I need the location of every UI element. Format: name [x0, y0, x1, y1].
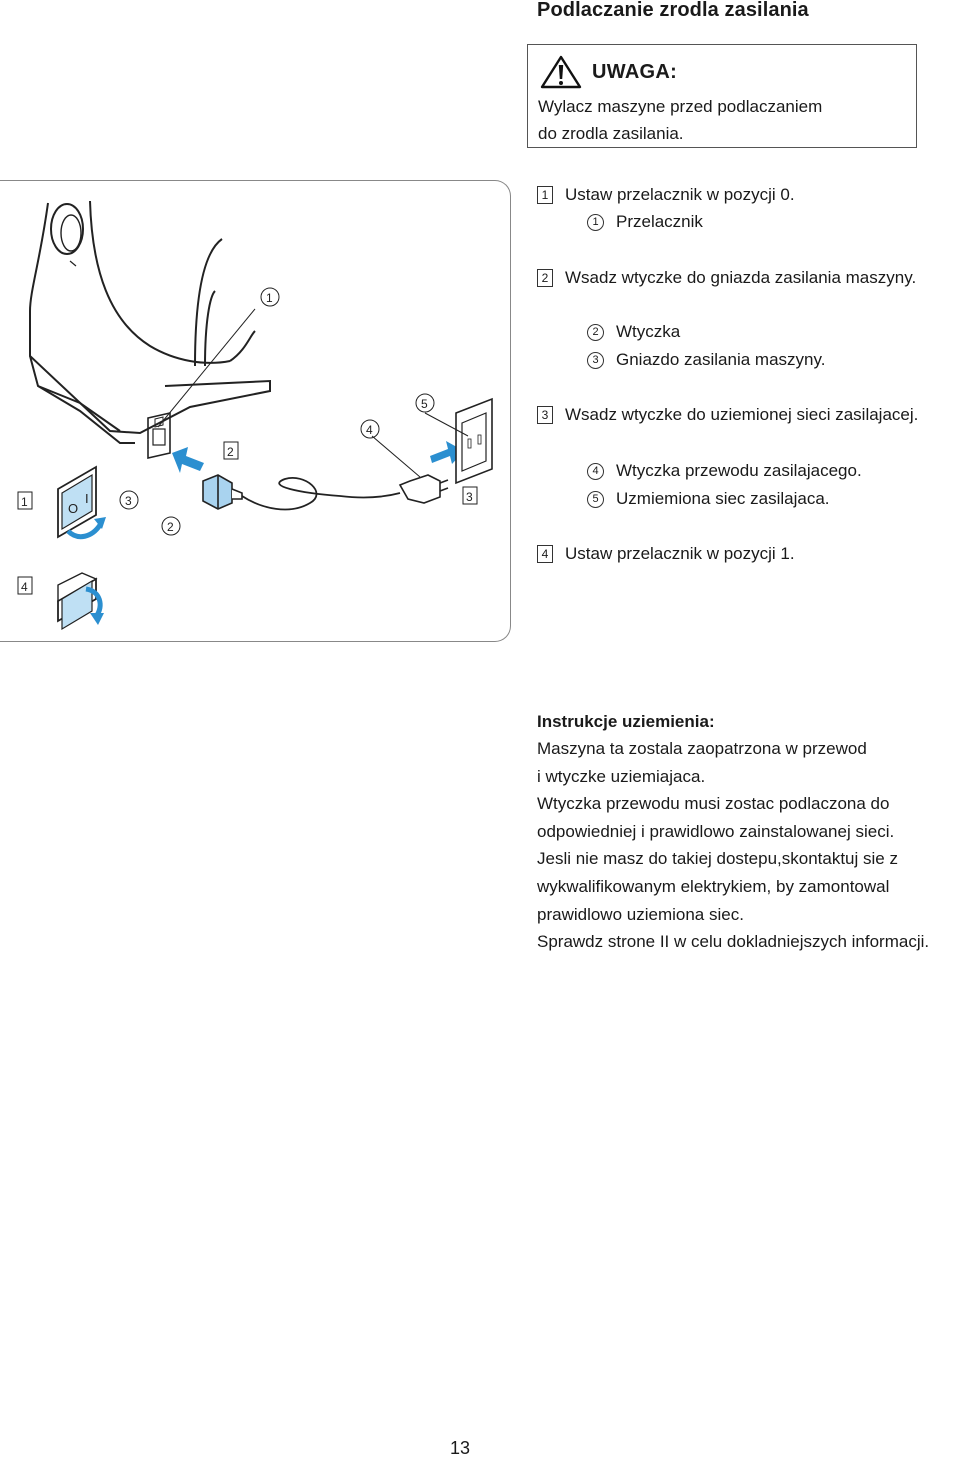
step-text: Ustaw przelacznik w pozycji 0.	[565, 185, 795, 204]
step-2	[537, 268, 916, 288]
warning-line: do zrodla zasilania.	[538, 124, 684, 143]
figure-label-c1: 1	[266, 291, 273, 305]
item-number-circle: 5	[587, 491, 604, 508]
item-text: Uzmiemiona siec zasilajaca.	[616, 489, 830, 508]
step-1	[537, 185, 795, 205]
warning-header	[540, 55, 677, 89]
warning-text	[538, 93, 822, 147]
step-number-box: 4	[537, 545, 553, 563]
step-3	[537, 405, 918, 425]
figure-label-box-3: 3	[466, 490, 473, 504]
warning-title: UWAGA:	[592, 60, 678, 83]
item-text: Gniazdo zasilania maszyny.	[616, 350, 826, 369]
step-text: Wsadz wtyczke do gniazda zasilania maszyny.	[565, 268, 917, 287]
leader-lines	[158, 309, 468, 477]
item-number-circle: 4	[587, 463, 604, 480]
figure-label-c2: 2	[167, 520, 174, 534]
insert-arrow-left	[172, 447, 204, 473]
item-number-circle: 1	[587, 214, 604, 231]
wall-outlet	[456, 399, 492, 483]
switch-off-figure	[58, 467, 106, 537]
item-text: Wtyczka	[616, 322, 681, 341]
grounding-line: Wtyczka przewodu musi zostac podlaczona do	[537, 794, 890, 814]
step-2-item-2	[587, 322, 680, 342]
grounding-instructions	[537, 708, 960, 956]
step-2-item-3	[587, 350, 825, 370]
illustration-drawing	[0, 181, 511, 643]
warning-icon	[540, 55, 582, 89]
step-4	[537, 544, 795, 564]
figure-label-c4: 4	[366, 423, 373, 437]
page-number: 13	[450, 1438, 471, 1458]
switch-on-label-1: I	[85, 491, 89, 506]
step-1-item-1	[587, 212, 703, 232]
item-text: Wtyczka przewodu zasilajacego.	[616, 461, 862, 480]
grounding-line: i wtyczke uziemiajaca.	[537, 766, 706, 786]
power-cord	[242, 478, 400, 510]
step-3-item-5	[587, 489, 830, 509]
switch-off-label: O	[68, 501, 79, 516]
power-connection-illustration	[0, 180, 511, 642]
figure-label-c5: 5	[421, 397, 428, 411]
grounding-line: Jesli nie masz do takiej dostepu,skontaktuj sie z	[537, 849, 898, 869]
step-3-item-4	[587, 461, 862, 481]
machine-plug	[203, 475, 242, 509]
grounding-title: Instrukcje uziemienia:	[537, 712, 715, 731]
grounding-line: wykwalifikowanym elektrykiem, by zamontowal	[537, 876, 890, 896]
grounding-line: prawidlowo uziemiona siec.	[537, 904, 744, 924]
step-number-box: 2	[537, 269, 553, 287]
figure-label-box-4: 4	[21, 580, 28, 594]
warning-box	[527, 44, 917, 148]
step-text: Ustaw przelacznik w pozycji 1.	[565, 544, 795, 563]
step-text: Wsadz wtyczke do uziemionej sieci zasilajacej.	[565, 405, 919, 424]
wall-plug	[400, 475, 448, 503]
item-text: Przelacznik	[616, 212, 703, 231]
item-number-circle: 3	[587, 352, 604, 369]
step-number-box: 3	[537, 406, 553, 424]
page-title: Podlaczanie zrodla zasilania	[537, 0, 809, 21]
grounding-line: Maszyna ta zostala zaopatrzona w przewod	[537, 739, 867, 758]
grounding-line: odpowiedniej i prawidlowo zainstalowanej sieci.	[537, 821, 895, 841]
warning-line: Wylacz maszyne przed podlaczaniem	[538, 97, 823, 116]
figure-label-c3: 3	[125, 494, 132, 508]
switch-on-figure	[58, 573, 104, 629]
machine-body	[30, 201, 270, 443]
figure-label-box-2: 2	[227, 445, 234, 459]
step-number-box: 1	[537, 186, 553, 204]
item-number-circle: 2	[587, 324, 604, 341]
figure-label-box-1: 1	[21, 495, 28, 509]
grounding-line: Sprawdz strone II w celu dokladniejszych informacji.	[537, 932, 930, 952]
